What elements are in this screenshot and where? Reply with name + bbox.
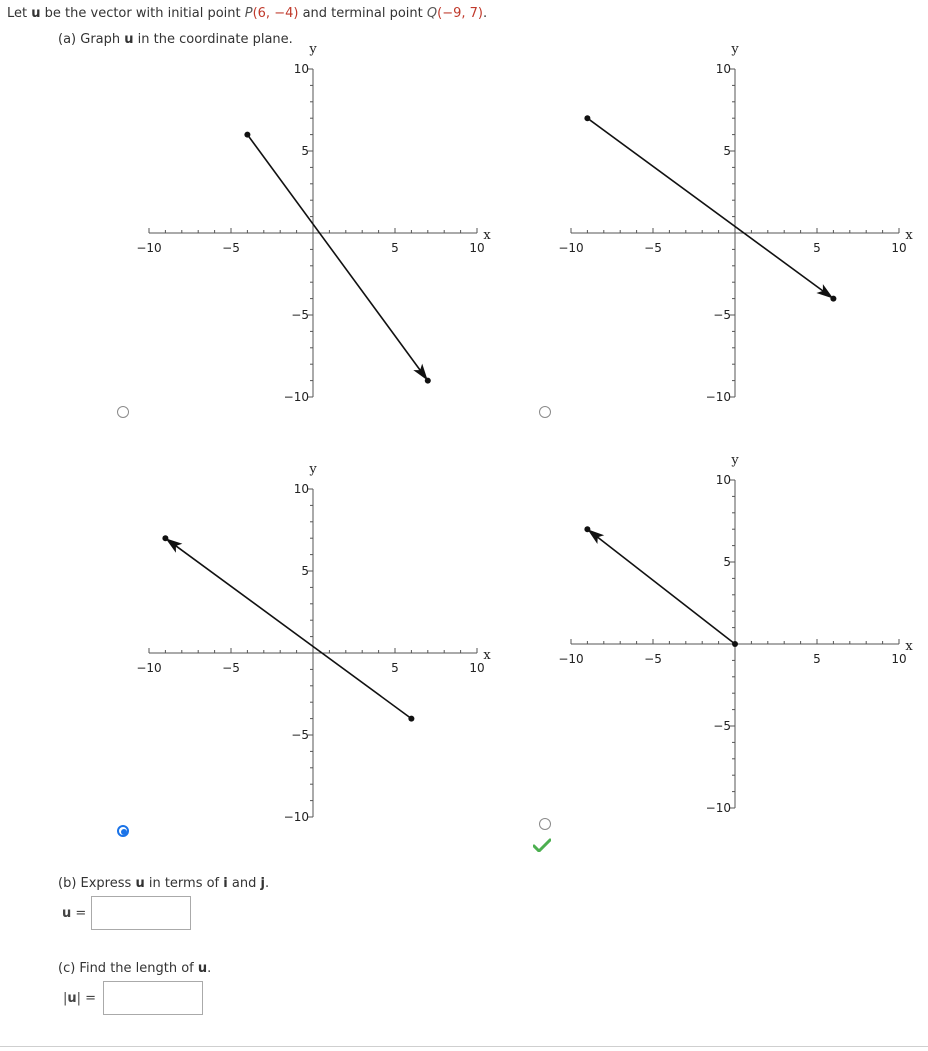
y-tick-label: −10 — [705, 801, 731, 815]
vector-initial-point — [408, 716, 414, 722]
y-tick-label: 5 — [301, 564, 309, 578]
x-tick-label: −10 — [558, 652, 584, 666]
coordinate-plane-b — [558, 42, 922, 417]
x-tick-label: 10 — [469, 661, 485, 675]
y-tick-label: −5 — [291, 728, 309, 742]
x-axis-label: x — [905, 639, 913, 654]
y-axis-label: y — [731, 453, 739, 468]
y-tick-label: −5 — [713, 719, 731, 733]
coordinate-plane-d — [558, 453, 922, 828]
vector-line — [587, 118, 833, 298]
part-a-heading: (a) Graph u in the coordinate plane. — [58, 32, 293, 47]
y-tick-label: 10 — [293, 62, 309, 76]
graph-option-a — [136, 42, 500, 417]
x-tick-label: −10 — [558, 241, 584, 255]
vector-line — [165, 538, 411, 718]
x-tick-label: −5 — [222, 661, 240, 675]
radio-option-c[interactable] — [117, 825, 129, 837]
graph-option-c — [136, 462, 500, 837]
answer-b-input[interactable] — [91, 896, 191, 930]
y-tick-label: −10 — [705, 390, 731, 404]
y-tick-label: −5 — [713, 308, 731, 322]
x-axis-label: x — [483, 228, 491, 243]
y-tick-label: −10 — [283, 810, 309, 824]
question-text: Let u be the vector with initial point P(6, −4) and terminal point Q(−9, 7). — [7, 6, 488, 21]
vector-arrowhead — [413, 364, 428, 381]
radio-option-a[interactable] — [117, 406, 129, 418]
y-tick-label: −5 — [291, 308, 309, 322]
x-tick-label: 5 — [813, 652, 821, 666]
y-tick-label: 5 — [301, 144, 309, 158]
vector-u: u — [31, 6, 41, 21]
y-axis-label: y — [309, 462, 317, 477]
graph-option-b — [558, 42, 922, 417]
x-tick-label: −10 — [136, 661, 162, 675]
y-tick-label: 10 — [715, 473, 731, 487]
vector-arrowhead — [816, 284, 833, 299]
x-tick-label: −5 — [222, 241, 240, 255]
x-tick-label: 10 — [891, 652, 907, 666]
radio-option-d[interactable] — [539, 818, 551, 830]
coordinate-plane-a — [136, 42, 500, 417]
x-tick-label: −5 — [644, 652, 662, 666]
point-p-coords: (6, −4) — [252, 6, 299, 21]
x-tick-label: −5 — [644, 241, 662, 255]
answer-c-input[interactable] — [103, 981, 203, 1015]
bottom-divider — [0, 1046, 928, 1047]
point-q-label: Q — [426, 6, 438, 21]
correct-check-icon — [533, 838, 551, 852]
y-axis-label: y — [309, 42, 317, 57]
x-axis-label: x — [483, 648, 491, 663]
part-c-heading: (c) Find the length of u. — [58, 961, 212, 976]
y-tick-label: 10 — [293, 482, 309, 496]
vector-initial-point — [732, 641, 738, 647]
radio-option-b[interactable] — [539, 406, 551, 418]
x-axis-label: x — [905, 228, 913, 243]
answer-b-label: u = — [62, 906, 87, 921]
vector-arrowhead — [587, 529, 604, 544]
vector-initial-point — [584, 115, 590, 121]
part-b-heading: (b) Express u in terms of i and j. — [58, 876, 270, 891]
graph-option-d — [558, 453, 922, 828]
vector-line — [587, 529, 735, 644]
y-tick-label: −10 — [283, 390, 309, 404]
point-p-label: P — [244, 6, 253, 21]
coordinate-plane-c — [136, 462, 500, 837]
x-tick-label: 10 — [891, 241, 907, 255]
y-tick-label: 10 — [715, 62, 731, 76]
y-axis-label: y — [731, 42, 739, 57]
y-tick-label: 5 — [723, 144, 731, 158]
vector-line — [247, 135, 427, 381]
x-tick-label: 5 — [813, 241, 821, 255]
x-tick-label: 10 — [469, 241, 485, 255]
vector-initial-point — [244, 132, 250, 138]
x-tick-label: 5 — [391, 241, 399, 255]
vector-arrowhead — [165, 538, 182, 553]
point-q-coords: (−9, 7) — [437, 6, 483, 21]
answer-c-label: |u| = — [63, 991, 97, 1006]
y-tick-label: 5 — [723, 555, 731, 569]
x-tick-label: 5 — [391, 661, 399, 675]
x-tick-label: −10 — [136, 241, 162, 255]
